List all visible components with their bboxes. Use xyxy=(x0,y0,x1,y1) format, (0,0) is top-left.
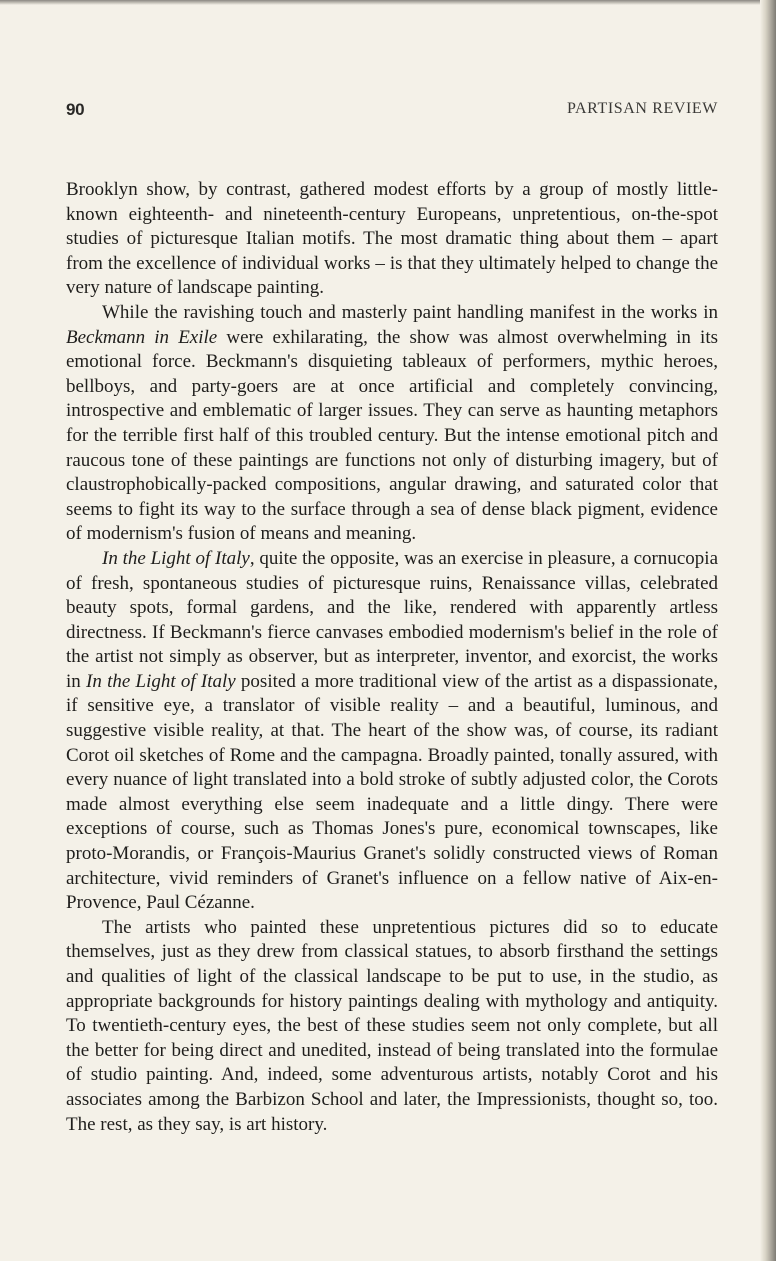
page-header xyxy=(66,100,718,124)
article-body xyxy=(66,178,718,1137)
binding-gutter-shadow xyxy=(760,0,776,1261)
text-run: , quite the opposite, was an exercise in pleasure, a cornucopia of fresh, spontaneous studies of picturesque ruins, Renaissance villas, celebrated beauty spots, formal gardens, and the like, rendered with apparently artless directness. If Beckmann's fierce canvases embodied modernism's belief in the role of the artist not simply as observer, but as interpreter, inventor, and exorcist, the works in xyxy=(66,547,719,692)
page-number: 90 xyxy=(66,100,85,119)
paragraph-2 xyxy=(66,301,718,547)
page-top-edge xyxy=(0,0,776,5)
text-run: The artists who painted these unpretentious pictures did so to educate themselves, just as they drew from classical statues, to absorb firsthand the settings and qualities of light of the classical landscape to be put to use, in the studio, as appropriate backgrounds for history paintings dealing with mythology and antiquity. To twentieth-century eyes, the best of these studies seem not only complete, but all the better for being direct and unedited, instead of being translated into the formulae of studio painting. And, indeed, some adventurous artists, notably Corot and his associates among the Barbizon School and later, the Impressionists, thought so, too. The rest, as they say, is art history. xyxy=(66,916,718,1135)
italic-title-in-the-light-of-italy: In the Light of Italy xyxy=(86,670,236,692)
text-run: were exhilarating, the show was almost overwhelming in its emotional force. Beckmann's disquieting tableaux of performers, mythic heroes, bellboys, and party-goers are at once artificial and completely convincing, introspective and emblematic of larger issues. They can serve as haunting metaphors for the terrible first half of this troubled century. But the intense emotional pitch and raucous tone of these paintings are functions not only of disturbing imagery, but of claustrophobically-packed compositions, angular drawing, and saturated color that seems to fight its way to the surface through a sea of dense black pigment, evidence of modernism's fusion of means and meaning. xyxy=(66,326,718,545)
running-head: PARTISAN REVIEW xyxy=(566,100,718,117)
paragraph-1 xyxy=(66,178,718,301)
italic-title-beckmann-in-exile: Beckmann in Exile xyxy=(66,326,218,348)
text-run: Brooklyn show, by contrast, gathered modest efforts by a group of mostly little-known eighteenth- and nineteenth-century Europeans, unpretentious, on-the-spot studies of picturesque Italian motifs. The most dramatic thing about them – apart from the excellence of individual works – is that they ultimately helped to change the very nature of landscape painting. xyxy=(66,179,718,299)
text-run: While the ravishing touch and masterly paint handling manifest in the works in xyxy=(102,301,718,323)
paragraph-3 xyxy=(66,547,718,916)
italic-title-in-the-light-of-italy: In the Light of Italy xyxy=(102,547,250,569)
paragraph-4 xyxy=(66,916,718,1137)
text-run: posited a more traditional view of the artist as a dispassionate, if sensitive eye, a translator of visible reality – and a beautiful, luminous, and suggestive visible reality, at that. The heart of the show was, of course, its radiant Corot oil sketches of Rome and the campagna. Broadly painted, tonally assured, with every nuance of light translated into a bold stroke of subtly adjusted color, the Corots made almost everything else seem inadequate and a little dingy. There were exceptions of course, such as Thomas Jones's pure, economical townscapes, like proto-Morandis, or François-Maurius Granet's solidly constructed views of Roman architecture, vivid reminders of Granet's influence on a fellow native of Aix-en-Provence, Paul Cézanne. xyxy=(66,670,718,914)
